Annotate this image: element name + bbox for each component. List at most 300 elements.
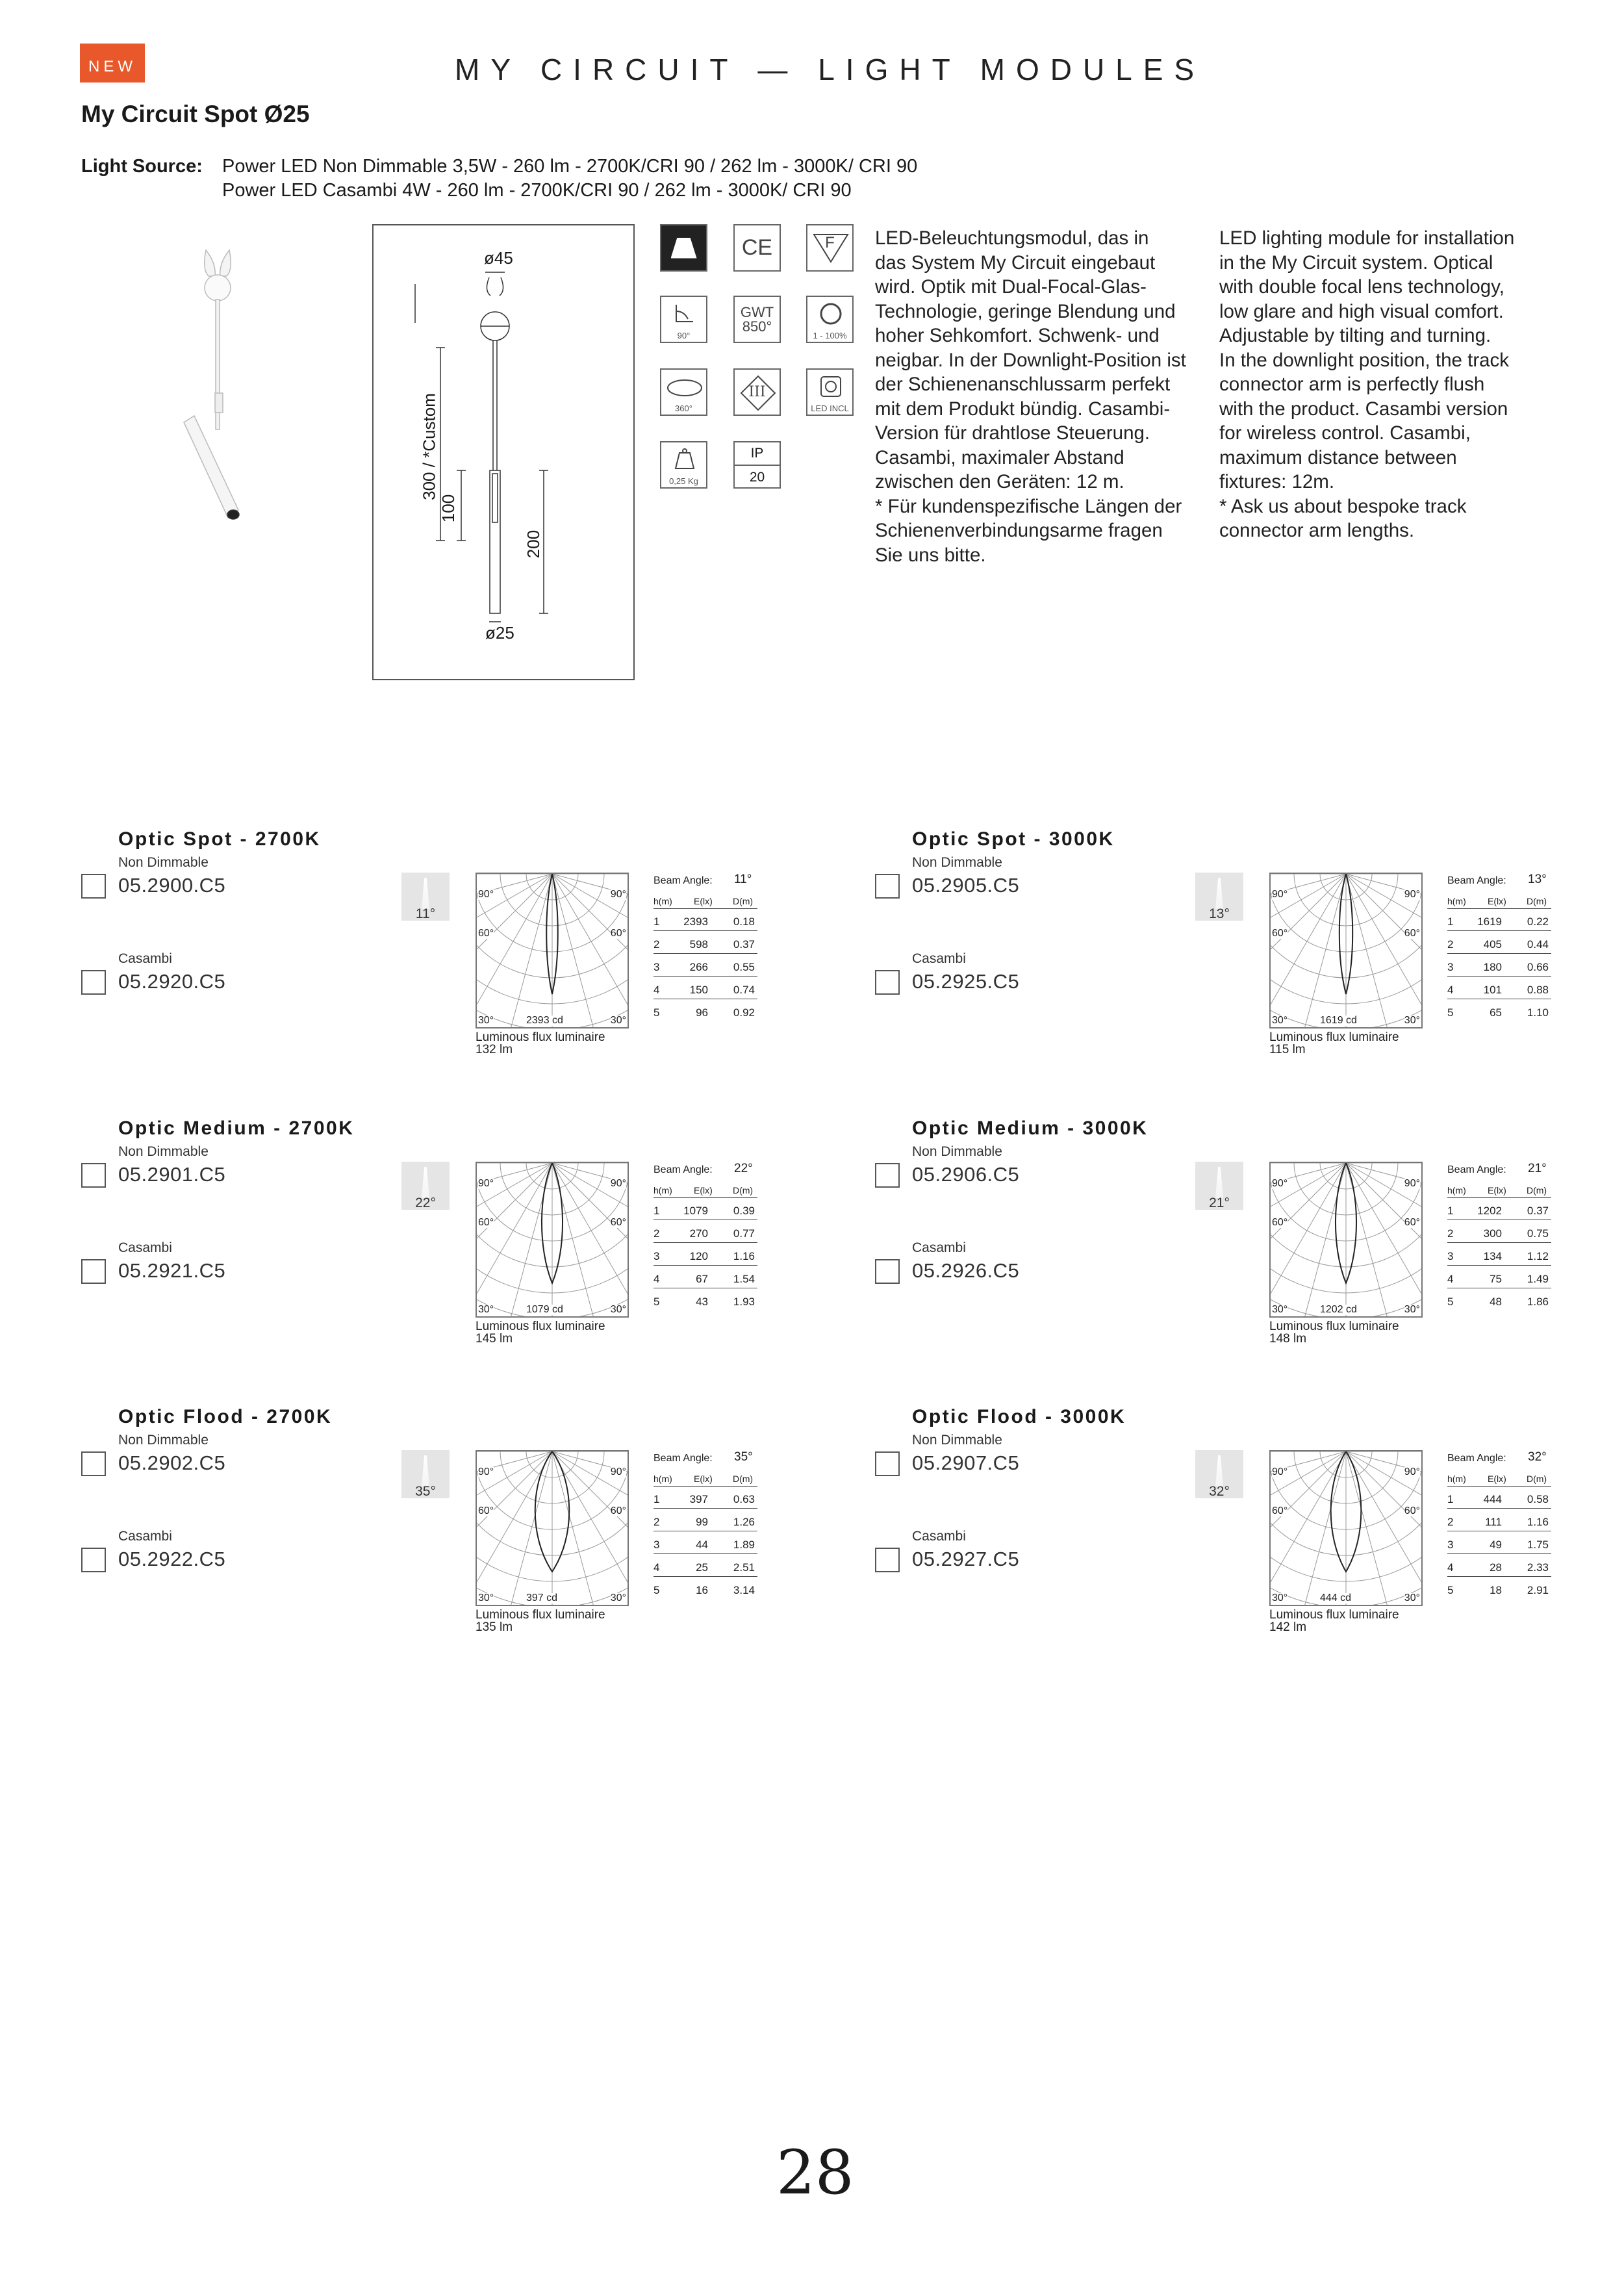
description-english bbox=[1219, 226, 1570, 543]
beam-angle-icon bbox=[1195, 1450, 1243, 1498]
description-english-line: with double focal lens technology, bbox=[1219, 276, 1504, 298]
beam-cone-icon bbox=[422, 1455, 429, 1487]
description-english-line: for wireless control. Casambi, bbox=[1219, 422, 1471, 444]
beam-angle-badge: 13° bbox=[1209, 906, 1230, 921]
table-row bbox=[1447, 1245, 1551, 1266]
optic-subtitle-non-dimmable: Non Dimmable bbox=[118, 855, 209, 870]
description-german-line: * Für kundenspezifische Längen der bbox=[875, 495, 1182, 517]
cell-illuminance: 43 bbox=[696, 1296, 708, 1308]
order-checkbox[interactable] bbox=[81, 1163, 106, 1188]
description-german-line: der Schienenanschlussarm perfekt bbox=[875, 374, 1171, 395]
ip-value: 20 bbox=[749, 469, 765, 485]
beam-angle-value: 11° bbox=[734, 873, 752, 886]
cell-diameter: 0.77 bbox=[733, 1227, 755, 1240]
beam-angle-label: Beam Angle: bbox=[1447, 1453, 1506, 1464]
optic-section bbox=[81, 828, 796, 1088]
cell-diameter: 0.75 bbox=[1527, 1227, 1549, 1240]
optic-subtitle-casambi: Casambi bbox=[912, 1529, 966, 1544]
table-row bbox=[1447, 1001, 1551, 1021]
cell-diameter: 1.89 bbox=[733, 1539, 755, 1551]
new-badge: NEW bbox=[80, 44, 145, 83]
cell-diameter: 0.37 bbox=[1527, 1205, 1549, 1217]
peak-intensity-label: 1619 cd bbox=[1320, 1015, 1357, 1026]
cell-height: 1 bbox=[653, 1205, 660, 1217]
table-row bbox=[1447, 1290, 1551, 1310]
light-source-label: Light Source: bbox=[81, 156, 203, 177]
cell-height: 1 bbox=[1447, 915, 1454, 928]
order-checkbox[interactable] bbox=[875, 1451, 900, 1476]
cell-height: 2 bbox=[653, 1227, 660, 1240]
luminous-flux-value: 132 lm bbox=[476, 1043, 513, 1056]
peak-intensity-label: 1079 cd bbox=[526, 1304, 563, 1315]
angle-90-left-label: 90° bbox=[478, 1466, 494, 1477]
order-checkbox[interactable] bbox=[875, 1259, 900, 1284]
table-row bbox=[1447, 1199, 1551, 1220]
polar-diagram-grid bbox=[477, 1163, 628, 1316]
cell-illuminance: 96 bbox=[696, 1006, 708, 1019]
header-illuminance: E(lx) bbox=[1488, 896, 1506, 906]
beam-angle-value: 32° bbox=[1528, 1450, 1547, 1464]
cell-height: 5 bbox=[653, 1296, 660, 1308]
beam-angle-label: Beam Angle: bbox=[653, 875, 713, 886]
cell-diameter: 2.51 bbox=[733, 1561, 755, 1574]
description-german-line: neigbar. In der Downlight-Position ist bbox=[875, 349, 1186, 371]
luminous-flux-value: 148 lm bbox=[1269, 1332, 1307, 1346]
header-diameter: D(m) bbox=[733, 896, 754, 906]
beam-angle-label: Beam Angle: bbox=[653, 1453, 713, 1464]
optic-title: Optic Spot - 2700K bbox=[118, 828, 321, 850]
optic-title: Optic Medium - 3000K bbox=[912, 1118, 1148, 1139]
polar-diagram bbox=[1269, 1162, 1423, 1318]
cell-illuminance: 101 bbox=[1483, 984, 1502, 996]
header-illuminance: E(lx) bbox=[1488, 1185, 1506, 1195]
photometric-table bbox=[653, 1450, 757, 1606]
description-english-line: * Ask us about bespoke track bbox=[1219, 495, 1467, 517]
polar-diagram bbox=[1269, 873, 1423, 1028]
cell-diameter: 0.92 bbox=[733, 1006, 755, 1019]
page-header-title: MY CIRCUIT — LIGHT MODULES bbox=[455, 53, 1206, 86]
cell-diameter: 0.44 bbox=[1527, 938, 1549, 951]
product-title: My Circuit Spot Ø25 bbox=[81, 101, 310, 127]
beam-cone-icon bbox=[422, 878, 429, 909]
table-row bbox=[653, 956, 757, 977]
table-header-row bbox=[1447, 1466, 1551, 1487]
angle-30-left-label: 30° bbox=[1272, 1304, 1288, 1315]
cell-height: 1 bbox=[1447, 1493, 1454, 1505]
cell-illuminance: 300 bbox=[1483, 1227, 1502, 1240]
cell-diameter: 0.58 bbox=[1527, 1493, 1549, 1505]
table-row bbox=[653, 1222, 757, 1243]
optic-title: Optic Flood - 3000K bbox=[912, 1406, 1126, 1427]
cell-diameter: 0.88 bbox=[1527, 984, 1549, 996]
luminous-flux-label: Luminous flux luminaire bbox=[476, 1320, 605, 1333]
table-row bbox=[653, 933, 757, 954]
description-english-line: in the My Circuit system. Optical bbox=[1219, 251, 1493, 274]
angle-60-left-label: 60° bbox=[1272, 1217, 1288, 1228]
beam-angle-icon bbox=[401, 1450, 450, 1498]
cell-diameter: 0.63 bbox=[733, 1493, 755, 1505]
angle-30-left-label: 30° bbox=[1272, 1592, 1288, 1603]
downlight-icon bbox=[660, 224, 707, 272]
cell-diameter: 0.37 bbox=[733, 938, 755, 951]
beam-angle-value: 22° bbox=[734, 1162, 753, 1175]
article-code: 05.2921.C5 bbox=[118, 1259, 226, 1282]
cell-diameter: 2.91 bbox=[1527, 1584, 1549, 1596]
beam-angle-label: Beam Angle: bbox=[1447, 1164, 1506, 1175]
photometric-table bbox=[653, 873, 757, 1028]
polar-diagram bbox=[476, 1450, 629, 1606]
description-english-line: low glare and high visual comfort. bbox=[1219, 300, 1504, 322]
cell-illuminance: 75 bbox=[1490, 1273, 1502, 1285]
optic-subtitle-non-dimmable: Non Dimmable bbox=[118, 1144, 209, 1159]
cell-diameter: 1.49 bbox=[1527, 1273, 1549, 1285]
ip-rating-icon bbox=[733, 441, 781, 489]
table-row bbox=[653, 1556, 757, 1577]
article-code: 05.2905.C5 bbox=[912, 874, 1020, 897]
optic-section bbox=[81, 1406, 796, 1666]
optic-title: Optic Spot - 3000K bbox=[912, 828, 1115, 850]
beam-angle-badge: 11° bbox=[415, 906, 436, 921]
weight-icon: 0,25 Kg bbox=[660, 441, 707, 489]
cell-height: 2 bbox=[1447, 938, 1454, 951]
cell-diameter: 2.33 bbox=[1527, 1561, 1549, 1574]
optic-section bbox=[875, 828, 1590, 1088]
description-english-line: connector arm lengths. bbox=[1219, 520, 1415, 541]
article-code: 05.2927.C5 bbox=[912, 1548, 1020, 1570]
luminous-flux-label: Luminous flux luminaire bbox=[1269, 1320, 1399, 1333]
article-code: 05.2907.C5 bbox=[912, 1451, 1020, 1474]
table-row bbox=[1447, 956, 1551, 977]
angle-90-left-label: 90° bbox=[1272, 1178, 1288, 1189]
header-illuminance: E(lx) bbox=[1488, 1474, 1506, 1484]
optic-subtitle-casambi: Casambi bbox=[118, 1529, 172, 1544]
table-row bbox=[1447, 1533, 1551, 1554]
cell-diameter: 1.26 bbox=[733, 1516, 755, 1528]
beam-angle-badge: 21° bbox=[1209, 1195, 1230, 1210]
peak-intensity-label: 397 cd bbox=[526, 1592, 558, 1603]
class-iii-icon: III bbox=[733, 368, 781, 416]
photometric-table bbox=[1447, 1450, 1551, 1606]
description-german-line: das System My Circuit eingebaut bbox=[875, 251, 1156, 274]
table-row bbox=[1447, 1268, 1551, 1288]
cell-illuminance: 49 bbox=[1490, 1539, 1502, 1551]
table-header-row bbox=[1447, 1177, 1551, 1198]
angle-30-right-label: 30° bbox=[610, 1592, 626, 1603]
optic-subtitle-casambi: Casambi bbox=[912, 1240, 966, 1255]
header-illuminance: E(lx) bbox=[694, 896, 713, 906]
glow-wire-test-icon: GWT 850° bbox=[733, 296, 781, 343]
cell-illuminance: 65 bbox=[1490, 1006, 1502, 1019]
body-length-label: 200 bbox=[524, 530, 544, 559]
angle-60-right-label: 60° bbox=[610, 1505, 626, 1516]
optic-section bbox=[875, 1406, 1590, 1666]
table-row bbox=[653, 1290, 757, 1310]
beam-angle-value: 21° bbox=[1528, 1162, 1547, 1175]
cell-illuminance: 180 bbox=[1483, 961, 1502, 973]
angle-60-left-label: 60° bbox=[478, 928, 494, 939]
polar-diagram-grid bbox=[1271, 1163, 1421, 1316]
cell-height: 2 bbox=[653, 938, 660, 951]
ip-label: IP bbox=[735, 442, 780, 466]
polar-diagram bbox=[476, 873, 629, 1028]
angle-60-left-label: 60° bbox=[1272, 928, 1288, 939]
optic-section bbox=[875, 1118, 1590, 1377]
angle-30-right-label: 30° bbox=[1404, 1592, 1420, 1603]
description-german-line: Version für drahtlose Steuerung. bbox=[875, 422, 1150, 444]
header-height: h(m) bbox=[653, 1474, 672, 1484]
description-german-line: wird. Optik mit Dual-Focal-Glas- bbox=[875, 276, 1147, 298]
luminous-flux-label: Luminous flux luminaire bbox=[1269, 1608, 1399, 1622]
description-english-line: LED lighting module for installation bbox=[1219, 227, 1515, 249]
description-german-line: zwischen den Geräten: 12 m. bbox=[875, 471, 1124, 492]
order-checkbox[interactable] bbox=[875, 1163, 900, 1188]
cell-height: 4 bbox=[1447, 984, 1454, 996]
cell-height: 2 bbox=[1447, 1227, 1454, 1240]
description-german-line: Technologie, geringe Blendung und bbox=[875, 300, 1176, 322]
cell-height: 5 bbox=[1447, 1296, 1454, 1308]
order-checkbox[interactable] bbox=[81, 874, 106, 899]
beam-cone-icon bbox=[1215, 1167, 1223, 1198]
angle-30-right-label: 30° bbox=[610, 1015, 626, 1026]
order-checkbox[interactable] bbox=[875, 874, 900, 899]
polar-diagram-grid bbox=[477, 1451, 628, 1605]
cell-diameter: 1.12 bbox=[1527, 1250, 1549, 1262]
cell-illuminance: 48 bbox=[1490, 1296, 1502, 1308]
luminous-flux-value: 135 lm bbox=[476, 1620, 513, 1634]
cell-height: 3 bbox=[1447, 961, 1454, 973]
optic-subtitle-casambi: Casambi bbox=[118, 1240, 172, 1255]
cell-diameter: 0.66 bbox=[1527, 961, 1549, 973]
polar-diagram bbox=[476, 1162, 629, 1318]
f-mark-icon: F bbox=[806, 224, 854, 272]
table-row bbox=[653, 1268, 757, 1288]
angle-60-right-label: 60° bbox=[1404, 928, 1420, 939]
description-english-line: In the downlight position, the track bbox=[1219, 349, 1510, 371]
cell-illuminance: 1202 bbox=[1477, 1205, 1502, 1217]
polar-diagram-grid bbox=[1271, 874, 1421, 1027]
cell-diameter: 3.14 bbox=[733, 1584, 755, 1596]
description-german-line: Sie uns bitte. bbox=[875, 544, 986, 566]
cell-diameter: 0.55 bbox=[733, 961, 755, 973]
cell-illuminance: 270 bbox=[689, 1227, 708, 1240]
beam-cone-icon bbox=[422, 1167, 429, 1198]
beam-angle-icon bbox=[401, 873, 450, 921]
angle-30-left-label: 30° bbox=[1272, 1015, 1288, 1026]
cell-diameter: 1.54 bbox=[733, 1273, 755, 1285]
tilt-icon: 90° bbox=[660, 296, 707, 343]
cell-illuminance: 1079 bbox=[683, 1205, 708, 1217]
angle-30-right-label: 30° bbox=[1404, 1304, 1420, 1315]
luminous-flux-label: Luminous flux luminaire bbox=[476, 1608, 605, 1622]
photometric-table bbox=[1447, 873, 1551, 1028]
article-code: 05.2906.C5 bbox=[912, 1163, 1020, 1186]
angle-30-right-label: 30° bbox=[610, 1304, 626, 1315]
angle-30-left-label: 30° bbox=[478, 1015, 494, 1026]
cell-diameter: 0.74 bbox=[733, 984, 755, 996]
description-english-line: connector arm is perfectly flush bbox=[1219, 374, 1485, 395]
article-code: 05.2926.C5 bbox=[912, 1259, 1020, 1282]
description-german-line: Casambi, maximaler Abstand bbox=[875, 446, 1124, 468]
header-diameter: D(m) bbox=[1527, 896, 1547, 906]
description-german-line: LED-Beleuchtungsmodul, das in bbox=[875, 227, 1149, 249]
photometric-table bbox=[1447, 1162, 1551, 1318]
optic-subtitle-casambi: Casambi bbox=[912, 951, 966, 966]
cell-illuminance: 150 bbox=[689, 984, 708, 996]
beam-cone-icon bbox=[1215, 878, 1223, 909]
rotate-icon: 360° bbox=[660, 368, 707, 416]
cell-height: 3 bbox=[653, 1539, 660, 1551]
description-german-line: Schienenverbindungsarme fragen bbox=[875, 520, 1163, 541]
cell-diameter: 0.22 bbox=[1527, 915, 1549, 928]
description-english-line: Adjustable by tilting and turning. bbox=[1219, 325, 1491, 346]
table-row bbox=[653, 1533, 757, 1554]
table-row bbox=[653, 1199, 757, 1220]
header-diameter: D(m) bbox=[733, 1474, 754, 1484]
table-row bbox=[1447, 1556, 1551, 1577]
table-row bbox=[653, 1001, 757, 1021]
table-row bbox=[653, 910, 757, 931]
angle-60-left-label: 60° bbox=[478, 1217, 494, 1228]
optic-subtitle-casambi: Casambi bbox=[118, 951, 172, 966]
header-diameter: D(m) bbox=[1527, 1474, 1547, 1484]
cell-height: 5 bbox=[1447, 1006, 1454, 1019]
total-length-label: 300 / *Custom bbox=[419, 393, 439, 500]
cell-height: 5 bbox=[653, 1006, 660, 1019]
table-header-row bbox=[653, 888, 757, 909]
beam-angle-icon bbox=[1195, 1162, 1243, 1210]
table-row bbox=[1447, 1222, 1551, 1243]
cell-height: 3 bbox=[653, 1250, 660, 1262]
mid-length-label: 100 bbox=[438, 494, 459, 523]
order-checkbox[interactable] bbox=[81, 1548, 106, 1572]
article-code: 05.2920.C5 bbox=[118, 970, 226, 993]
cell-illuminance: 111 bbox=[1485, 1516, 1502, 1528]
beam-cone-icon bbox=[1215, 1455, 1223, 1487]
description-english-line: fixtures: 12m. bbox=[1219, 471, 1335, 492]
angle-30-left-label: 30° bbox=[478, 1592, 494, 1603]
cell-illuminance: 397 bbox=[689, 1493, 708, 1505]
technical-drawing bbox=[372, 224, 635, 680]
description-german-line: hoher Sehkomfort. Schwenk- und bbox=[875, 325, 1160, 346]
table-row bbox=[653, 978, 757, 999]
angle-60-right-label: 60° bbox=[1404, 1217, 1420, 1228]
cell-diameter: 1.16 bbox=[1527, 1516, 1549, 1528]
page-number: 28 bbox=[776, 2138, 854, 2208]
angle-90-right-label: 90° bbox=[610, 889, 626, 900]
header-illuminance: E(lx) bbox=[694, 1474, 713, 1484]
order-checkbox[interactable] bbox=[875, 1548, 900, 1572]
angle-90-left-label: 90° bbox=[1272, 1466, 1288, 1477]
angle-90-right-label: 90° bbox=[1404, 1178, 1420, 1189]
beam-angle-label: Beam Angle: bbox=[653, 1164, 713, 1175]
table-row bbox=[653, 1488, 757, 1509]
beam-angle-badge: 22° bbox=[415, 1195, 436, 1210]
peak-intensity-label: 1202 cd bbox=[1320, 1304, 1357, 1315]
header-height: h(m) bbox=[653, 896, 672, 906]
angle-90-left-label: 90° bbox=[478, 1178, 494, 1189]
angle-60-right-label: 60° bbox=[610, 1217, 626, 1228]
cell-height: 4 bbox=[653, 1273, 660, 1285]
table-row bbox=[1447, 933, 1551, 954]
header-height: h(m) bbox=[1447, 1474, 1466, 1484]
bottom-diameter-label: ø25 bbox=[485, 623, 514, 643]
polar-diagram bbox=[1269, 1450, 1423, 1606]
cell-illuminance: 25 bbox=[696, 1561, 708, 1574]
table-header-row bbox=[1447, 888, 1551, 909]
angle-60-right-label: 60° bbox=[1404, 1505, 1420, 1516]
cell-height: 4 bbox=[1447, 1561, 1454, 1574]
angle-30-left-label: 30° bbox=[478, 1304, 494, 1315]
order-checkbox[interactable] bbox=[875, 970, 900, 995]
cell-illuminance: 16 bbox=[696, 1584, 708, 1596]
light-source-line-2: Power LED Casambi 4W - 260 lm - 2700K/CRI 90 / 262 lm - 3000K/ CRI 90 bbox=[222, 180, 852, 201]
order-checkbox[interactable] bbox=[81, 970, 106, 995]
description-english-line: maximum distance between bbox=[1219, 446, 1457, 468]
table-row bbox=[653, 1511, 757, 1531]
beam-angle-badge: 35° bbox=[415, 1484, 436, 1499]
cell-illuminance: 2393 bbox=[683, 915, 708, 928]
angle-60-left-label: 60° bbox=[478, 1505, 494, 1516]
cell-height: 2 bbox=[1447, 1516, 1454, 1528]
angle-30-right-label: 30° bbox=[1404, 1015, 1420, 1026]
order-checkbox[interactable] bbox=[81, 1451, 106, 1476]
luminous-flux-value: 115 lm bbox=[1269, 1043, 1306, 1056]
cell-height: 4 bbox=[1447, 1273, 1454, 1285]
beam-angle-label: Beam Angle: bbox=[1447, 875, 1506, 886]
beam-angle-value: 35° bbox=[734, 1450, 753, 1464]
cell-illuminance: 405 bbox=[1483, 938, 1502, 951]
article-code: 05.2901.C5 bbox=[118, 1163, 226, 1186]
luminous-flux-label: Luminous flux luminaire bbox=[476, 1030, 605, 1044]
polar-diagram-grid bbox=[1271, 1451, 1421, 1605]
luminous-flux-label: Luminous flux luminaire bbox=[1269, 1030, 1399, 1044]
cell-height: 3 bbox=[1447, 1250, 1454, 1262]
angle-90-right-label: 90° bbox=[610, 1178, 626, 1189]
table-row bbox=[1447, 978, 1551, 999]
order-checkbox[interactable] bbox=[81, 1259, 106, 1284]
table-row bbox=[653, 1245, 757, 1266]
cell-diameter: 1.16 bbox=[733, 1250, 755, 1262]
table-header-row bbox=[653, 1177, 757, 1198]
description-english-line: with the product. Casambi version bbox=[1219, 398, 1508, 420]
cell-height: 3 bbox=[653, 961, 660, 973]
cell-height: 2 bbox=[653, 1516, 660, 1528]
angle-90-right-label: 90° bbox=[610, 1466, 626, 1477]
optic-title: Optic Medium - 2700K bbox=[118, 1118, 355, 1139]
dimmable-icon: 1 - 100% bbox=[806, 296, 854, 343]
article-code: 05.2925.C5 bbox=[912, 970, 1020, 993]
peak-intensity-label: 2393 cd bbox=[526, 1015, 563, 1026]
ce-mark-icon: CE bbox=[733, 224, 781, 272]
cell-illuminance: 134 bbox=[1483, 1250, 1502, 1262]
table-row bbox=[1447, 1488, 1551, 1509]
header-height: h(m) bbox=[1447, 1185, 1466, 1195]
cell-diameter: 1.93 bbox=[733, 1296, 755, 1308]
optic-subtitle-non-dimmable: Non Dimmable bbox=[912, 855, 1002, 870]
header-diameter: D(m) bbox=[733, 1185, 754, 1195]
cell-illuminance: 99 bbox=[696, 1516, 708, 1528]
luminous-flux-value: 145 lm bbox=[476, 1332, 513, 1346]
article-code: 05.2922.C5 bbox=[118, 1548, 226, 1570]
product-illustration bbox=[166, 237, 296, 536]
cell-diameter: 0.18 bbox=[733, 915, 755, 928]
cell-height: 1 bbox=[653, 1493, 660, 1505]
article-code: 05.2900.C5 bbox=[118, 874, 226, 897]
table-header-row bbox=[653, 1466, 757, 1487]
cell-illuminance: 120 bbox=[689, 1250, 708, 1262]
angle-90-left-label: 90° bbox=[1272, 889, 1288, 900]
optic-subtitle-non-dimmable: Non Dimmable bbox=[118, 1433, 209, 1448]
